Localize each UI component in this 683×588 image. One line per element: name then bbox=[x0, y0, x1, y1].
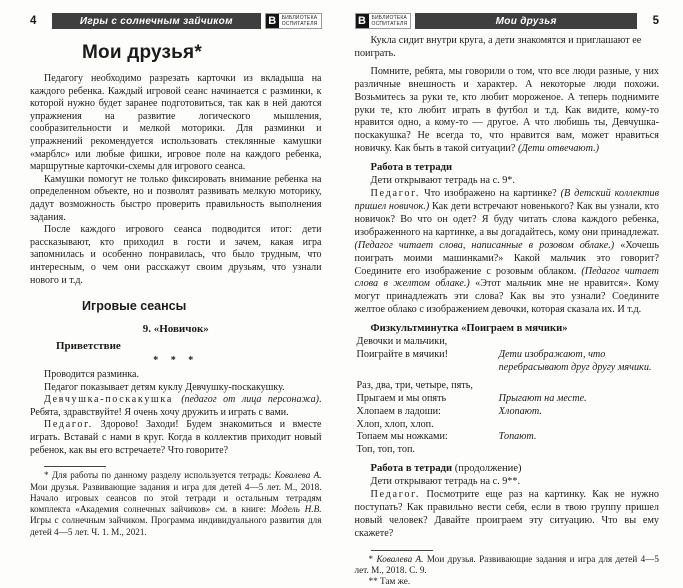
biblioteka-vospitatelya-logo bbox=[265, 13, 322, 29]
chapter-title: Мои друзья* bbox=[82, 42, 322, 64]
logo-text-line2: ОСПИТАТЕЛЯ bbox=[372, 21, 408, 27]
notebook-heading: Работа в тетради bbox=[371, 162, 660, 173]
biblioteka-vospitatelya-logo bbox=[355, 13, 412, 29]
dialog-paragraph: Педагог. Что изображено на картинке? (В детский коллектив пришел новичок.) Как дети встречают новенького? Как вы узнали, кто новичок? Во что он одет? Я буду читать слова каждого ребенка, изображенного на картинке, а вы догадайтесь, кому они принадлежат. (Педагог читает слова, написанные в розовом облаке.) «Хочешь поиграть моими машинками?» Какой мальчик это говорит? Соедините его изображение с розовым облаком. (Педагог читает слова в желтом облаке.) «Этот мальчик мне не нравится». Кому могут принадлежать эти слова? Как вы это узнали? Соедините желтое облако с изображением девочки, которая сказала их. И т.д. bbox=[355, 188, 660, 317]
logo-letter-icon: В bbox=[356, 14, 369, 28]
footnote: * Для работы по данному разделу используется тетрадь: Ковалева А. Мои друзья. Развивающие задания и игра для детей 4—5 лет. М., 2018. Начало игровых сеансов по этой тетради и остальным тетрадям комплекта «Академия солнечных зайчиков» см. в книге: Модель Н.В. Игры с солнечным зайчиком. Программа индивидуального развития для детей 4—5 лет. Ч. 1. М., 2021. bbox=[30, 470, 322, 538]
dialog-paragraph: Девчушка-поскакушка (педагог от лица персонажа). Ребята, здравствуйте! Я очень хочу дружить и играть с вами. bbox=[30, 394, 322, 419]
exercise-verse bbox=[357, 336, 660, 457]
running-header-left bbox=[30, 13, 322, 29]
notebook-continuation-suffix: (продолжение) bbox=[452, 463, 521, 474]
logo-text-line1: БИБЛИОТЕКА bbox=[282, 15, 318, 21]
verse-row bbox=[357, 406, 660, 432]
logo-text-line2: ОСПИТАТЕЛЯ bbox=[282, 21, 318, 27]
greeting-heading: Приветствие bbox=[56, 340, 322, 352]
stage-direction: Дети открывают тетрадь на с. 9*. bbox=[355, 175, 660, 188]
intro-paragraph: После каждого игрового сеанса подводится итог: дети рассказывают, кто приходил в гости и зачем, какая игра запомнилась и особенно понравилась, что было трудным, что интересным, о чем они расскажут своим друзьям, что узнали нового и т.д. bbox=[30, 224, 322, 287]
stage-direction: Педагог показывает детям куклу Девчушку-поскакушку. bbox=[30, 382, 322, 395]
verse-line: Раз, два, три, четыре, пять, bbox=[357, 380, 499, 393]
notebook-continuation-title: Работа в тетради bbox=[371, 463, 453, 474]
dialog-paragraph: Педагог. Посмотрите еще раз на картинку. Как не нужно поступать? Как правильно вести себя, если в твою группу пришел новый человек? Давайте проиграем эту ситуацию. Что вы ему скажете? bbox=[355, 489, 660, 541]
running-header-right bbox=[355, 13, 660, 29]
verse-line: Прыгаем и мы опять bbox=[357, 393, 499, 406]
notebook-continuation-heading bbox=[371, 463, 660, 474]
verse-line: Девочки и мальчики, bbox=[357, 336, 499, 349]
verse-lines bbox=[357, 431, 499, 457]
verse-row bbox=[357, 431, 660, 457]
verse-remark: Топают. bbox=[499, 431, 659, 457]
verse-line: Хлоп, хлоп, хлоп. bbox=[357, 419, 499, 432]
verse-remark: Прыгают на месте. bbox=[499, 380, 659, 406]
stars-separator: * * * bbox=[30, 355, 322, 366]
footnote-rule bbox=[44, 466, 106, 467]
verse-line: Топ, топ, топ. bbox=[357, 444, 499, 457]
section-heading: Игровые сеансы bbox=[82, 299, 322, 313]
page-left bbox=[0, 0, 342, 540]
page-number-right: 5 bbox=[637, 13, 659, 29]
verse-row bbox=[357, 380, 660, 406]
verse-lines bbox=[357, 336, 499, 375]
footnote: ** Там же. bbox=[355, 576, 660, 587]
footnote-rule bbox=[371, 550, 433, 551]
page-right bbox=[342, 0, 683, 540]
dialog-paragraph: Педагог. Здорово! Заходи! Будем знакомиться и вместе играть. Вставай с нами в круг. Когда в коллектив приходит новый ребенок, как вы его встречаете? Что говорите? bbox=[30, 419, 322, 457]
verse-line: Топаем мы ножками: bbox=[357, 431, 499, 444]
running-title-right: Мои друзья bbox=[415, 13, 637, 29]
stage-direction: Дети открывают тетрадь на с. 9**. bbox=[355, 476, 660, 489]
stage-direction: Кукла сидит внутри круга, а дети знакомятся и приглашают ее поиграть. bbox=[355, 35, 660, 61]
verse-remark: Хлопают. bbox=[499, 406, 659, 432]
logo-text bbox=[369, 14, 411, 28]
verse-lines bbox=[357, 406, 499, 432]
verse-row bbox=[357, 336, 660, 375]
stage-direction: Проводится разминка. bbox=[30, 369, 322, 382]
logo-letter-icon: В bbox=[266, 14, 279, 28]
fizkultminutka-heading: Физкультминутка «Поиграем в мячики» bbox=[371, 323, 660, 334]
footnote: * Ковалева А. Мои друзья. Развивающие задания и игра для детей 4—5 лет. М., 2018. С. 9. bbox=[355, 554, 660, 577]
intro-paragraph: Педагогу необходимо разрезать карточки из вкладыша на каждого ребенка. Каждый игровой сеанс начинается с разминки, к которой нужно будет заранее подготовиться, так как в ней даются упражнения на развитие логического мышления, сообразительности и мелкой моторики. Для разминки и упражнений рекомендуется использовать стеклянные камушки «марблс» или любые фишки, игровое поле на каждого ребенка, маршрутные карточки-схемы для игрового сеанса. bbox=[30, 73, 322, 174]
dialog-paragraph: Помните, ребята, мы говорили о том, что все люди разные, у них различные внешность и характер. А некоторые люди похожи. Возьмитесь за руки те, кто любит мороженое. А теперь поднимите руки те, кто любит играть в футбол и т.д. Как видите, кому-то нравится одно, а кому-то — другое. А что любишь ты, Девчушка-поскакушка? Не всегда то, что нравится вам, может нравиться новичку. Как быть в такой ситуации? (Дети отвечают.) bbox=[355, 66, 660, 156]
running-title-left: Игры с солнечным зайчиком bbox=[52, 13, 261, 29]
logo-text bbox=[279, 14, 321, 28]
intro-paragraph: Камушки помогут не только фиксировать внимание ребенка на определенном объекте, но и позволят развивать мелкую моторику, дадут возможность быстро проверить правильность выполнения задания. bbox=[30, 174, 322, 224]
verse-lines bbox=[357, 380, 499, 406]
verse-remark: Дети изображают, что перебрасывают друг другу мячики. bbox=[499, 336, 659, 375]
game-heading: 9. «Новичок» bbox=[30, 323, 322, 335]
logo-text-line1: БИБЛИОТЕКА bbox=[372, 15, 408, 21]
verse-line: Хлопаем в ладоши: bbox=[357, 406, 499, 419]
verse-line: Поиграйте в мячики! bbox=[357, 349, 499, 362]
page-number-left: 4 bbox=[30, 13, 52, 29]
